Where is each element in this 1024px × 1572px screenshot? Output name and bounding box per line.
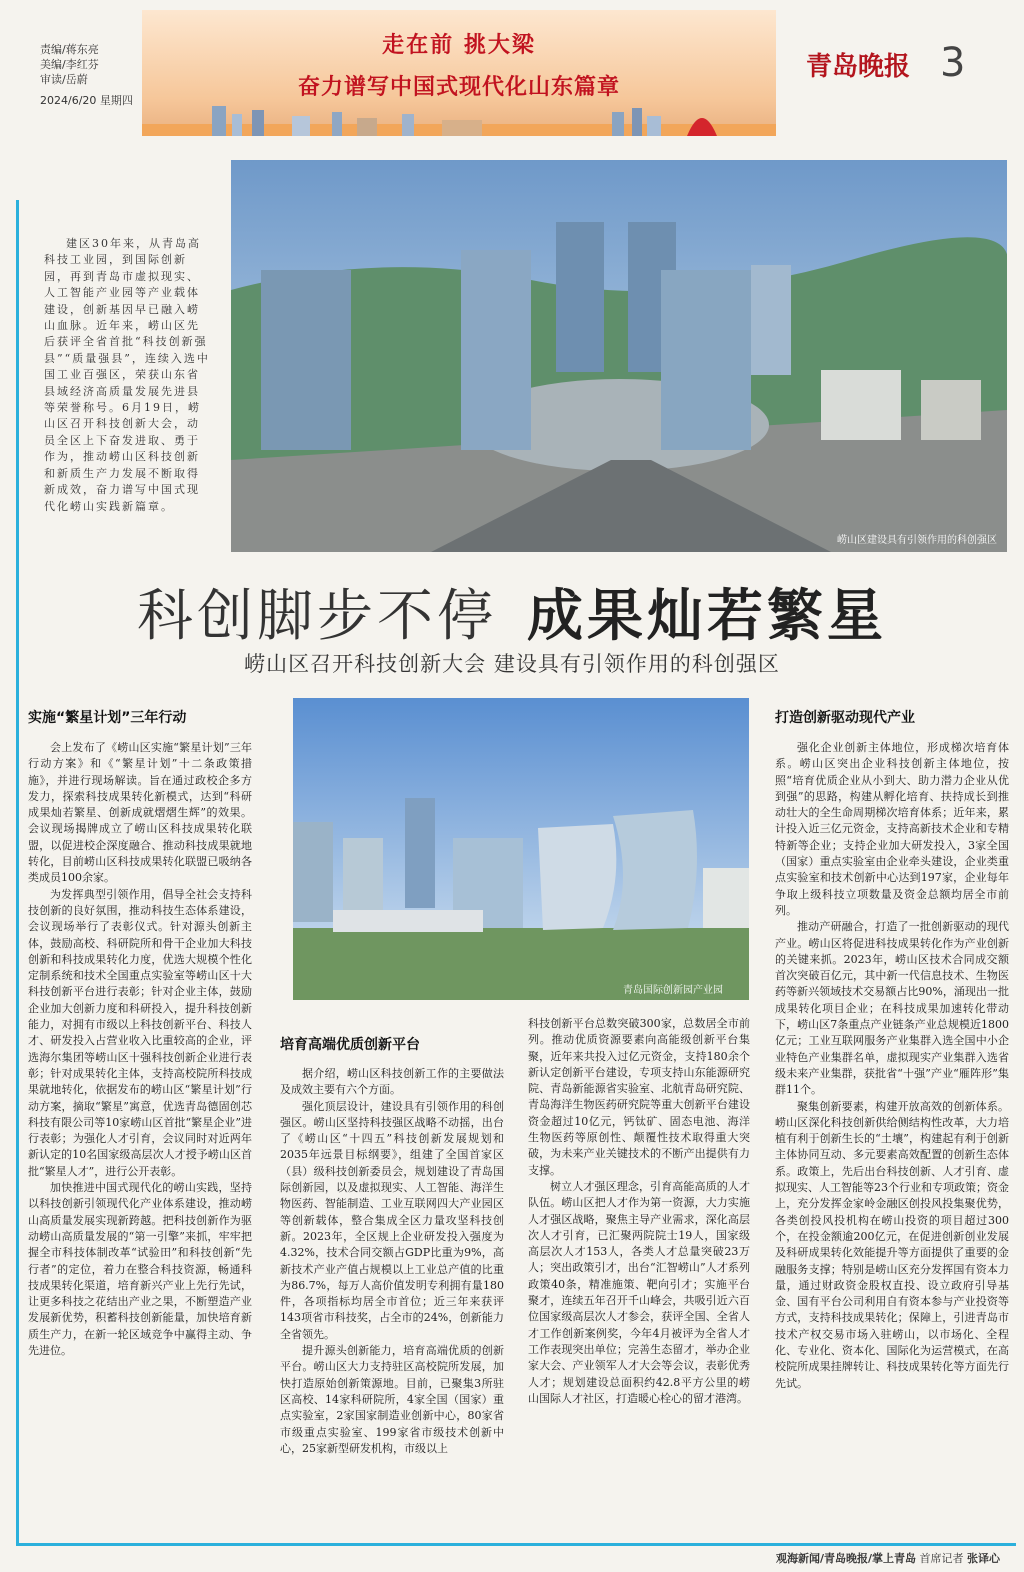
headline-part-1: 科创脚步不停 <box>137 584 497 649</box>
sub-headline: 崂山区召开科技创新大会 建设具有引领作用的科创强区 <box>244 652 780 676</box>
byline-source: 观海新闻/青岛晚报/掌上青岛 <box>775 1552 916 1565</box>
headline-part-2: 成果灿若繁星 <box>527 584 887 649</box>
designer-credit: 美编/李红芬 <box>40 58 99 71</box>
newspaper-logo: 青岛晚报 <box>806 52 911 82</box>
section-title-3: 打造创新驱动现代产业 <box>775 710 915 726</box>
secondary-photo <box>293 698 749 1000</box>
aerial-campus-image <box>231 160 1007 552</box>
col2-paragraph-3: 提升源头创新能力，培育高端优质的创新平台。崂山区大力支持驻区高校院所发展，加快打造原始创新策源地。目前，已聚集3所驻区高校、14家科研院所，4家全国（国家）重点实验室，2家国家制造业创新中心，80家省市级重点实验室、199家省市级技术创新中心，25家新型研发机构，市级以上 <box>280 1344 504 1455</box>
col2-paragraph-2: 强化顶层设计，建设具有引领作用的科创强区。崂山区坚持科技强区战略不动摇，出台了《崂山区“十四五”科技创新发展规划和2035年远景目标纲要》，组建了全国首家区（县）级科技创新委员会，规划建设了青岛国际创新园，以及虚拟现实、人工智能、海洋生物医药、智能制造、工业互联网四大产业园区等创新载体，整合集成全区力量攻坚科技创新。2023年，全区规上企业研发投入强度为4.32%，技术合同交额占GDP比重为9%，高新技术产业产值占规模以上工业总产值的比重为86.7%，每万人高价值发明专利拥有量180件，各项指标均居全市首位；近三年来获评143项省市科技奖，占全市的24%，创新能力全省领先。 <box>280 1099 504 1341</box>
issue-date: 2024/6/20 星期四 <box>40 94 133 107</box>
byline-role: 首席记者 <box>919 1552 964 1565</box>
col4-paragraph-3: 聚集创新要素，构建开放高效的创新体系。崂山区深化科技创新供给侧结构性改革，大力培植有利于创新生长的“土壤”，构建起有利于创新主体协同互动、多元要素高效配置的创新生态体系。政策上，先后出台科技创新、人才引育、虚拟现实、人工智能等23个行业和专项政策；资金上，充分发挥金家岭金融区创投风投集聚优势，各类创投风投机构在崂山投资的项目超过300个，在投金额逾200亿元，在促进创新创业发展及科研成果转化效能提升等方面提供了重要的金融服务支撑；特别是崂山区充分发挥国有资本力量，通过财政资金股权直投、设立政府引导基金、国有平台公司利用自有资本参与产业投资等方式，支持科技成果转化；保障上，引进青岛市技术产权交易市场入驻崂山，以市场化、全程化、专业化、资本化、国际化为运营模式，在高校院所成果挂牌转让、科技成果转化等方面先行先试。 <box>775 1099 1009 1390</box>
column-4 <box>775 740 1009 1392</box>
col1-paragraph-2: 为发挥典型引领作用，倡导全社会支持科技创新的良好氛围，推动科技生态体系建设，会议现场举行了表彰仪式。针对源头创新主体，鼓励高校、科研院所和骨干企业加大科技创新和科技成果转化力度，优选大规模个性化定制系统和技术全国重点实验室等崂山区十大科技创新平台进行表彰；针对企业主体，鼓励企业加大创新力度和科研投入，提升科技创新能力，对拥有市级以上科技创新平台、科技人才、研发投入占营业收入比重较高的企业，评选海尔集团等崂山区十强科技创新企业进行表彰；针对成果转化主体，支持高校院所科技成果就地转化，依据发布的崂山区“繁星计划”行动方案，摘取“繁星”寓意，优选青岛德固创芯科技有限公司等10家崂山区首批“繁星企业”进行表彰；为强化人才引育，会议同时对近两年新认定的10名国家级高层次人才授予崂山区首批“繁星人才”，进行公开表彰。 <box>28 887 252 1178</box>
lead-photo <box>231 160 1007 552</box>
banner-line-2: 奋力谱写中国式现代化山东篇章 <box>297 75 620 100</box>
col3-paragraph-1: 科技创新平台总数突破300家，总数居全市前列。推动优质资源要素向高能级创新平台集聚，近年来共投入过亿元资金，支持180余个新认定创新平台建设，专项支持山东能源研究院、青岛新能源省实验室、北航青岛研究院、青岛海洋生物医药研究院等重大创新平台建设资金超过10亿元，钙钛矿、固态电池、海洋生物医药等原创性、颠覆性技术取得重大突破，为未来产业关键技术的不断产出提供有力支撑。 <box>528 1017 750 1177</box>
editor-credit: 责编/蒋东亮 <box>40 43 99 56</box>
skyline-illustration <box>142 100 776 136</box>
byline <box>776 1550 1000 1566</box>
col1-paragraph-1: 会上发布了《崂山区实施“繁星计划”三年行动方案》和《“繁星计划”十二条政策措施》，并进行现场解读。旨在通过政校企多方发力，探索科技成果转化新模式，达到“科研成果灿若繁星、创新成就熠熠生辉”的效果。会议现场揭牌成立了崂山区科技成果转化联盟，以促进校企深度融合、推动科技成果就地转化，目前崂山区科技成果转化联盟已吸纳各类成员100余家。 <box>28 741 252 885</box>
column-2 <box>280 1066 504 1457</box>
col4-paragraph-1: 强化企业创新主体地位，形成梯次培育体系。崂山区突出企业科技创新主体地位，按照“培育优质企业从小到大、助力潜力企业从优到强”的思路，构建从孵化培育、扶持成长到推动壮大的全生命周期梯次培育体系；近年来，累计投入近三亿元资金，支持高新技术企业和专精特新等企业；支持企业加大研发投入，3家全国（国家）重点实验室由企业牵头建设，企业类重点实验室和技术创新中心达到197家，企业每年争取上级科技立项数量及资金总额均居全市前列。 <box>775 741 1009 917</box>
page-meta <box>40 42 133 108</box>
innovation-park-image <box>293 698 749 1000</box>
banner-line-1: 走在前 挑大梁 <box>382 33 536 58</box>
col2-paragraph-1: 据介绍，崂山区科技创新工作的主要做法及成效主要有六个方面。 <box>280 1067 504 1097</box>
column-1 <box>28 740 252 1359</box>
intro-lead: 建区30年来，从青岛高科技工业园，到国际创新园，再到青岛市虚拟现实、人工智能产业园等产业载体建设，创新基因早已融入崂山血脉。近年来，崂山区先后获评全省首批“科技创新强县”“质量强县”，连续入选中国工业百强区，荣获山东省县域经济高质量发展先进县等荣誉称号。6月19日，崂山区召开科技创新大会，动员全区上下奋发进取、勇于作为，推动崂山区科技创新和新质生产力发展不断取得新成效，奋力谱写中国式现代化崂山实践新篇章。 <box>44 237 210 513</box>
byline-author: 张译心 <box>967 1552 1000 1565</box>
col4-paragraph-2: 推动产研融合，打造了一批创新驱动的现代产业。崂山区将促进科技成果转化作为产业创新的关键来抓。2023年，崂山区技术合同成交额首次突破百亿元，其中新一代信息技术、生物医药等新兴领域技术交易额占比90%，涌现出一批成果转化项目企业；在科技成果加速转化带动下，崂山区7条重点产业链条产业总规模近1800亿元；工业互联网服务产业集群入选全国中小企业特色产业集群名单，虚拟现实产业集群入选省级未来产业集群，获批省“十强”产业“雁阵形”集群11个。 <box>775 920 1009 1097</box>
page-number: 3 <box>940 40 966 86</box>
main-headline <box>0 572 1024 652</box>
section-title-2: 培育高端优质创新平台 <box>280 1037 420 1053</box>
bottom-frame-line <box>16 1543 1016 1546</box>
column-3 <box>528 1016 750 1407</box>
secondary-photo-caption: 青岛国际创新园产业园 <box>623 985 723 996</box>
header-banner <box>142 10 776 136</box>
lead-photo-caption: 崂山区建设具有引领作用的科创强区 <box>837 535 997 546</box>
col3-paragraph-2: 树立人才强区理念，引育高能高质的人才队伍。崂山区把人才作为第一资源，大力实施人才强区战略，聚焦主导产业需求，深化高层次人才引育，已汇聚两院院士19人，国家级高层次人才153人，各类人才总量突破23万人；突出政策引才，出台“汇智崂山”人才系列政策40条，精准施策、靶向引才；实施平台聚才，连续五年召开千山峰会，共吸引近六百位国家级高层次人才参会，获评全国、全省人才工作创新案例奖，今年4月被评为全省人才工作表现突出单位；完善生态留才，举办企业家大会、产业领军人才大会等会议，表彰优秀人才；规划建设总面积约42.8平方公里的崂山国际人才社区，打造暖心栓心的留才港湾。 <box>528 1179 750 1405</box>
col1-paragraph-3: 加快推进中国式现代化的崂山实践，坚持以科技创新引领现代化产业体系建设，推动崂山高质量发展实现新跨越。把科技创新作为驱动崂山高质量发展的“第一引擎”来抓，牢牢把握全市科技体制改革“试验田”和科技创新“先行者”的定位，着力在整合科技资源，畅通科技成果转化渠道，培育新兴产业上先行先试，让更多科技之花结出产业之果，不断塑造产业发展新优势，积蓄科技创新能量，加快培育新质生产力，在新一轮区域竞争中赢得主动、争先进位。 <box>28 1181 252 1357</box>
proof-credit: 审读/岳蔚 <box>40 73 88 86</box>
section-title-1: 实施“繁星计划”三年行动 <box>28 710 187 726</box>
